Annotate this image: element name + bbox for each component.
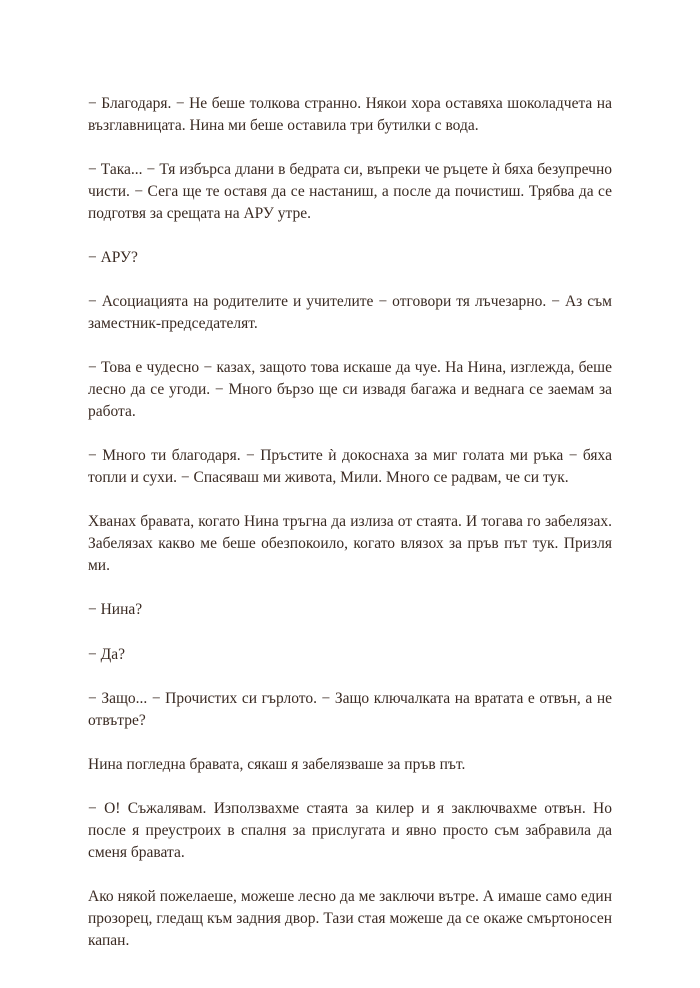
paragraph: Нина погледна бравата, сякаш я забелязваше за пръв път.	[88, 755, 466, 773]
paragraph: − Така... − Тя избърса длани в бедрата си, въпреки че ръцете ѝ бяха безупречно чисти. − Сега ще те оставя да се настаниш, а после да почистиш. Трябва да се подготвя за срещата на АРУ утре.	[88, 161, 612, 222]
paragraph: Ако някой пожелаеше, можеше лесно да ме заключи вътре. А имаше само един прозорец, гледащ към задния двор. Тази стая можеше да се окаже смъртоносен капан.	[88, 888, 612, 949]
paragraph: − О! Съжалявам. Използвахме стаята за килер и я заключвахме отвън. Но после я преустроих в спалня за прислугата и явно просто съм забравила да сменя бравата.	[88, 800, 612, 861]
paragraph: − Много ти благодаря. − Пръстите ѝ докоснаха за миг голата ми ръка − бяха топли и сухи. − Спасяваш ми живота, Мили. Много се радвам, че си тук.	[88, 447, 612, 487]
paragraph: − Това е чудесно − казах, защото това искаше да чуе. На Нина, изглежда, беше лесно да се угоди. − Много бързо ще си извадя багажа и веднага се заемам за работа.	[88, 359, 612, 420]
paragraph: − АРУ?	[88, 248, 138, 266]
paragraph: − Защо... − Прочистих си гърлото. − Защо ключалката на вратата е отвън, а не отвътре?	[88, 689, 612, 729]
paragraph: − Благодаря. − Не беше толкова странно. Някои хора оставяха шоколадчета на възглавницата. Нина ми беше оставила три бутилки с вода.	[88, 95, 612, 134]
document-body	[88, 93, 612, 974]
paragraph: − Нина?	[88, 601, 143, 619]
paragraph: − Да?	[88, 645, 125, 663]
paragraph: Хванах бравата, когато Нина тръгна да излиза от стаята. И тогава го забелязах. Забелязах какво ме беше обезпокоило, когато влязох за пръв път тук. Призля ми.	[88, 513, 612, 574]
paragraph: − Асоциацията на родителите и учителите − отговори тя лъчезарно. − Аз съм заместник-председателят.	[88, 293, 612, 333]
